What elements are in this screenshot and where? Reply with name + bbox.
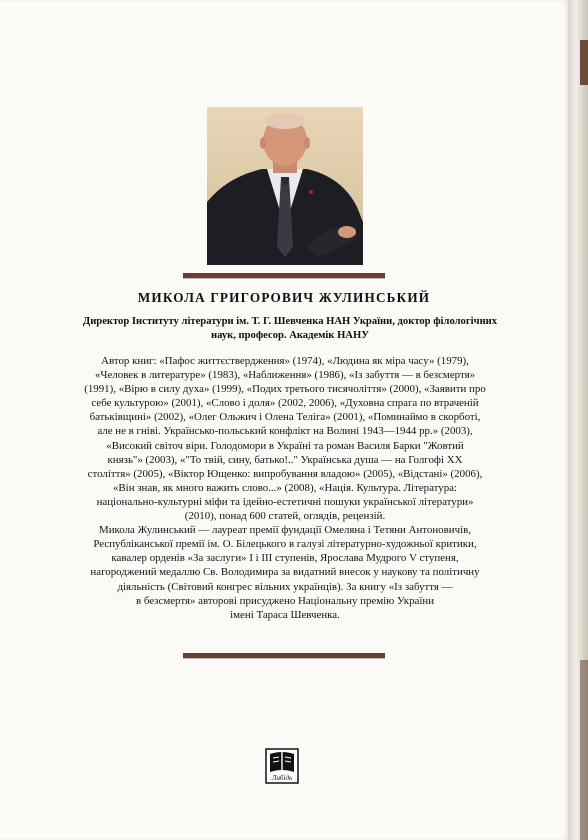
author-portrait-photo [207, 107, 363, 265]
bio-line: але не в гніві. Українсько-польський конфлікт на Волині 1943—1944 рр.» (2003), [97, 425, 473, 438]
divider-bottom [183, 653, 385, 658]
bio-line: батьківщині» (2002), «Олег Ольжич і Олена Теліга» (2001), «Поминаймо в скорботі, [89, 411, 481, 424]
portrait-illustration [207, 107, 363, 265]
bio-line: Республіканської премії ім. О. Білецького в галузі літературно-художньої критики, [93, 538, 477, 551]
publisher-logo-icon [265, 748, 299, 784]
bio-line: діяльність (Світовий конгрес вільних українців). За книгу «Із забуття — [117, 580, 453, 593]
bio-line: «Человек в литературе» (1983), «Наближення» (1986), «Із забуття — в безсмертя» [94, 369, 476, 382]
bio-line: Микола Жулинський — лауреат премії фундації Омеляна і Тетяни Антоновичів, [99, 524, 471, 537]
bio-line: національно-культурні міфи та ідейно-естетичні пошуки української літератури» [96, 495, 474, 508]
author-biography [44, 354, 526, 622]
spine-band [580, 660, 588, 840]
bio-line: князь"» (2003), «"То твій, сину, батько!.." Українська душа — на Голгофі XX [107, 453, 463, 466]
spine-band [580, 40, 588, 85]
bio-line: Автор книг: «Пафос життєствердження» (1974), «Людина як міра часу» (1979), [101, 355, 469, 367]
publisher-logo-graphic [265, 748, 299, 784]
bio-line: (1991), «Вірю в силу духа» (1999), «Подих третього тисячоліття» (2000), «Заявити про [84, 383, 486, 396]
author-titles [40, 315, 540, 343]
publisher-logo-text: Либідь [271, 774, 293, 782]
author-title-line: Директор Інституту літератури ім. Т. Г. Шевченка НАН України, доктор філологічних [82, 316, 498, 327]
bio-line: кавалер орденів «За заслуги» І і ІІІ ступенів, Ярослава Мудрого V ступеня, [111, 552, 459, 565]
divider-top [183, 273, 385, 278]
bio-line: в безсмертя» авторові присуджено Національну премію України [135, 594, 435, 607]
bio-line: століття» (2005), «Віктор Ющенко: випробування владою» (2005), «Відстані» (2006), [87, 467, 483, 480]
bio-line: (2010), понад 600 статей, оглядів, рецензій. [184, 510, 386, 523]
author-title-line: наук, професор. Академік НАНУ [211, 330, 369, 341]
bio-line: «Він знав, як много важить слово...» (2008), «Нація. Культура. Література: [112, 481, 458, 494]
bio-line: себе культурою» (2001), «Слово і доля» (2002, 2006), «Духовна спрага по втраченій [91, 397, 479, 410]
bio-line: імені Тараса Шевченка. [230, 608, 340, 621]
bio-line: «Високий світоч віри. Голодомори в Україні та роман Василя Барки "Жовтий [106, 439, 464, 452]
bio-line: нагороджений медаллю Св. Володимира за видатний внесок у наукову та політичну [90, 566, 480, 579]
author-name: МИКОЛА ГРИГОРОВИЧ ЖУЛИНСЬКИЙ [137, 290, 431, 305]
